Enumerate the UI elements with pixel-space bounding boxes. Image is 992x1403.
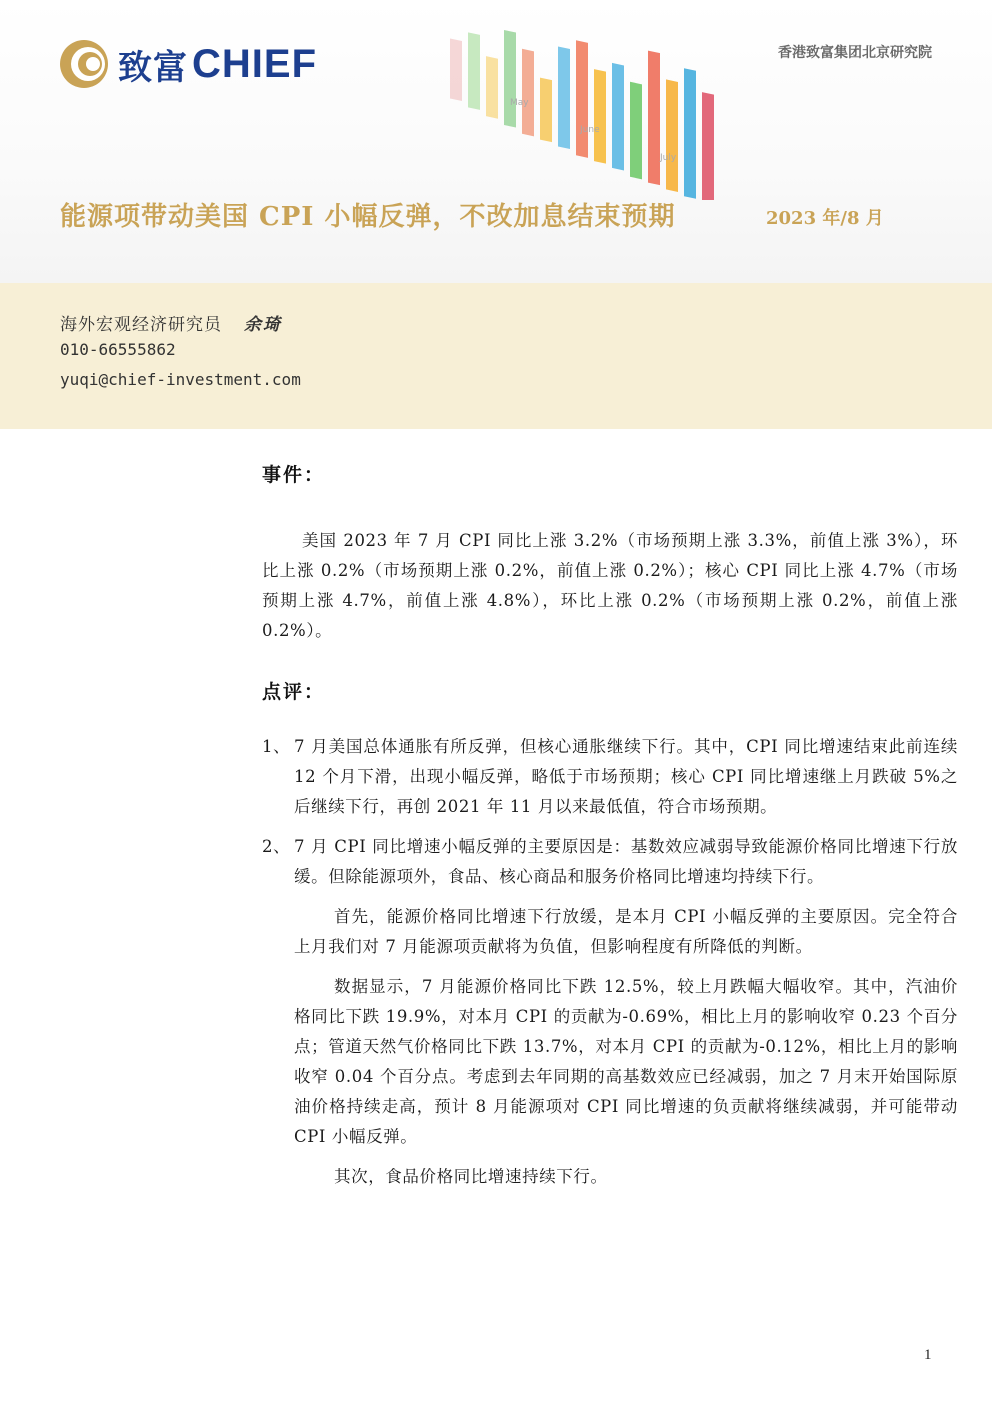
analysis-paragraph-energy: 首先，能源价格同比增速下行放缓，是本月 CPI 小幅反弹的主要原因。完全符合上月我们对 7 月能源项贡献将为负值，但影响程度有所降低的判断。 xyxy=(294,907,958,956)
report-body xyxy=(262,460,958,1192)
comment-item-1 xyxy=(230,732,958,822)
event-heading: 事件： xyxy=(262,464,326,486)
report-date: 2023 年/8 月 xyxy=(766,208,884,229)
author-email[interactable]: yuqi@chief-investment.com xyxy=(60,370,301,389)
comment-item-text: 7 月 CPI 同比增速小幅反弹的主要原因是：基数效应减弱导致能源价格同比增速下行放缓。但除能源项外，食品、核心商品和服务价格同比增速均持续下行。 xyxy=(294,837,958,886)
art-label-may: May xyxy=(510,98,529,108)
event-paragraph: 美国 2023 年 7 月 CPI 同比上涨 3.2%（市场预期上涨 3.3%，前值上涨 3%），环比上涨 0.2%（市场预期上涨 0.2%，前值上涨 0.2%）；核心 CPI 同比上涨 4.7%（市场预期上涨 4.7%，前值上涨 4.8%），环比上涨 0.2%（市场预期上涨 0.2%，前值上涨 0.2%）。 xyxy=(262,531,958,640)
company-logo xyxy=(58,38,317,90)
art-label-july: July xyxy=(660,153,677,163)
logo-chinese-text: 致富 xyxy=(118,47,188,88)
comment-item-number: 1、 xyxy=(262,737,291,756)
comment-item-2 xyxy=(230,832,958,892)
report-title: 能源项带动美国 CPI 小幅反弹，不改加息结束预期 xyxy=(60,202,676,232)
chief-logo-icon xyxy=(58,38,110,90)
comment-heading: 点评： xyxy=(262,681,326,703)
author-role-line xyxy=(60,310,282,335)
analysis-paragraph-food: 其次，食品价格同比增速持续下行。 xyxy=(334,1167,608,1186)
art-label-june: June xyxy=(580,125,600,135)
comment-item-number: 2、 xyxy=(262,837,291,856)
author-phone: 010-66555862 xyxy=(60,340,176,359)
bar-chart-decoration xyxy=(410,0,750,200)
comment-item-text: 7 月美国总体通胀有所反弹，但核心通胀继续下行。其中，CPI 同比增速结束此前连续 12 个月下滑，出现小幅反弹，略低于市场预期；核心 CPI 同比增速继上月跌破 5%之后继续下行，再创 2021 年 11 月以来最低值，符合市场预期。 xyxy=(294,737,958,816)
author-info-box xyxy=(0,283,992,429)
report-header xyxy=(0,0,992,283)
author-role: 海外宏观经济研究员 xyxy=(60,315,222,335)
analysis-paragraph-data: 数据显示，7 月能源价格同比下跌 12.5%，较上月跌幅大幅收窄。其中，汽油价格同比下跌 19.9%，对本月 CPI 的贡献为-0.69%，相比上月的影响收窄 0.23 个百分点；管道天然气价格同比下跌 13.7%，对本月 CPI 的贡献为-0.12%，相比上月的影响收窄 0.04 个百分点。考虑到去年同期的高基数效应已经减弱，加之 7 月末开始国际原油价格持续走高，预计 8 月能源项对 CPI 同比增速的负贡献将继续减弱，并可能带动 CPI 小幅反弹。 xyxy=(294,977,958,1146)
page-number: 1 xyxy=(924,1347,932,1363)
institute-name: 香港致富集团北京研究院 xyxy=(778,45,932,61)
author-name: 余琦 xyxy=(244,315,282,335)
logo-english-text: CHIEF xyxy=(192,41,317,86)
